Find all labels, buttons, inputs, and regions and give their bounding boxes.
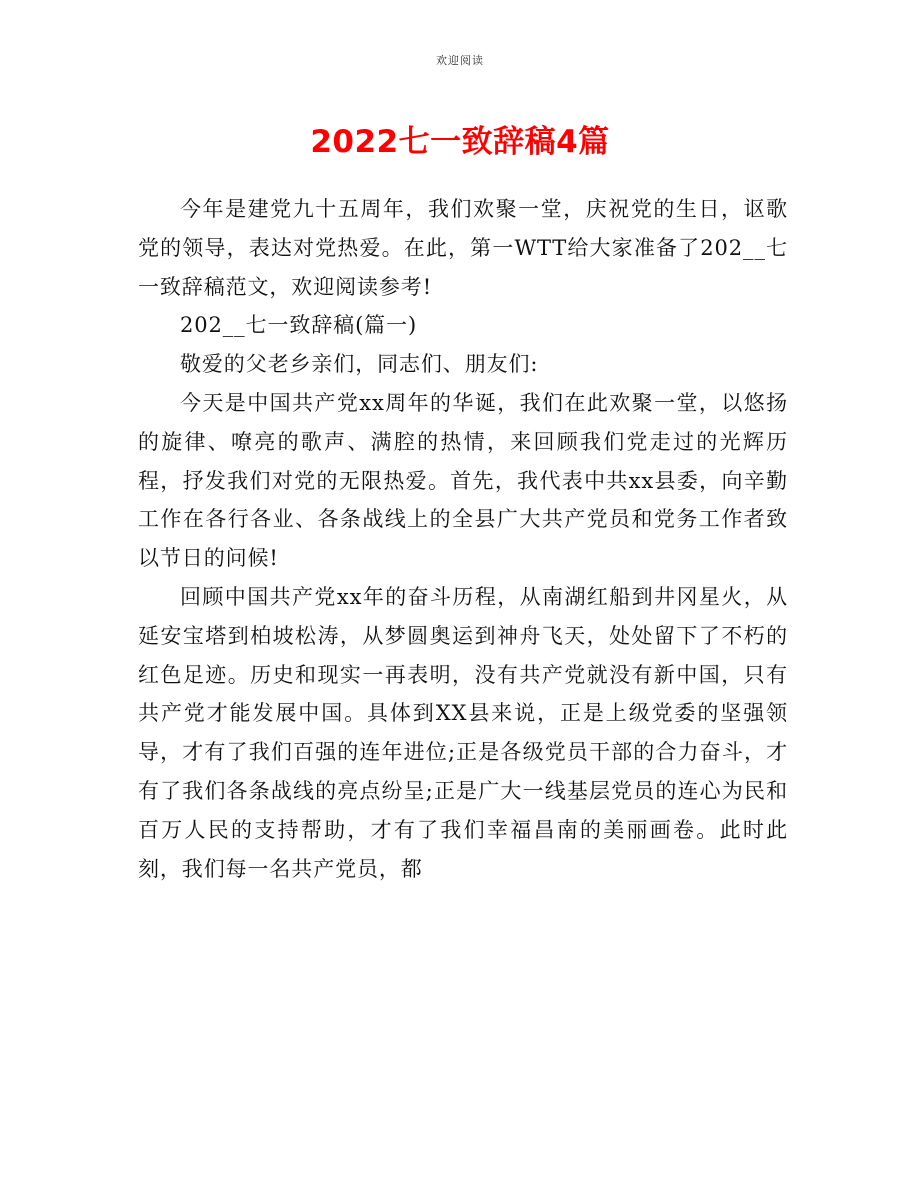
body-paragraph: 回顾中国共产党xx年的奋斗历程，从南湖红船到井冈星火，从延安宝塔到柏坡松涛，从梦圆奥运到神舟飞天，处处留下了不朽的红色足迹。历史和现实一再表明，没有共产党就没有新中国，只有共产党才能发展中国。具体到XX县来说，正是上级党委的坚强领导，才有了我们百强的连年进位;正是各级党员干部的合力奋斗，才有了我们各条战线的亮点纷呈;正是广大一线基层党员的连心为民和百万人民的支持帮助，才有了我们幸福昌南的美丽画卷。此时此刻，我们每一名共产党员，都 (138, 584, 788, 881)
document-body (138, 190, 788, 888)
intro-paragraph: 今年是建党九十五周年，我们欢聚一堂，庆祝党的生日，讴歌党的领导，表达对党热爱。在此，第一WTT给大家准备了202__七一致辞稿范文，欢迎阅读参考! (138, 197, 788, 299)
salutation: 敬爱的父老乡亲们，同志们、朋友们: (180, 352, 539, 377)
section-heading: 202__七一致辞稿(篇一) (180, 313, 418, 338)
document-title: 2022七一致辞稿4篇 (310, 124, 610, 160)
body-paragraph: 今天是中国共产党xx周年的华诞，我们在此欢聚一堂，以悠扬的旋律、嘹亮的歌声、满腔的热情，来回顾我们党走过的光辉历程，抒发我们对党的无限热爱。首先，我代表中共xx县委，向辛勤工作在各行各业、各条战线上的全县广大共产党员和党务工作者致以节日的问候! (138, 390, 788, 571)
page-header: 欢迎阅读 (436, 54, 484, 67)
